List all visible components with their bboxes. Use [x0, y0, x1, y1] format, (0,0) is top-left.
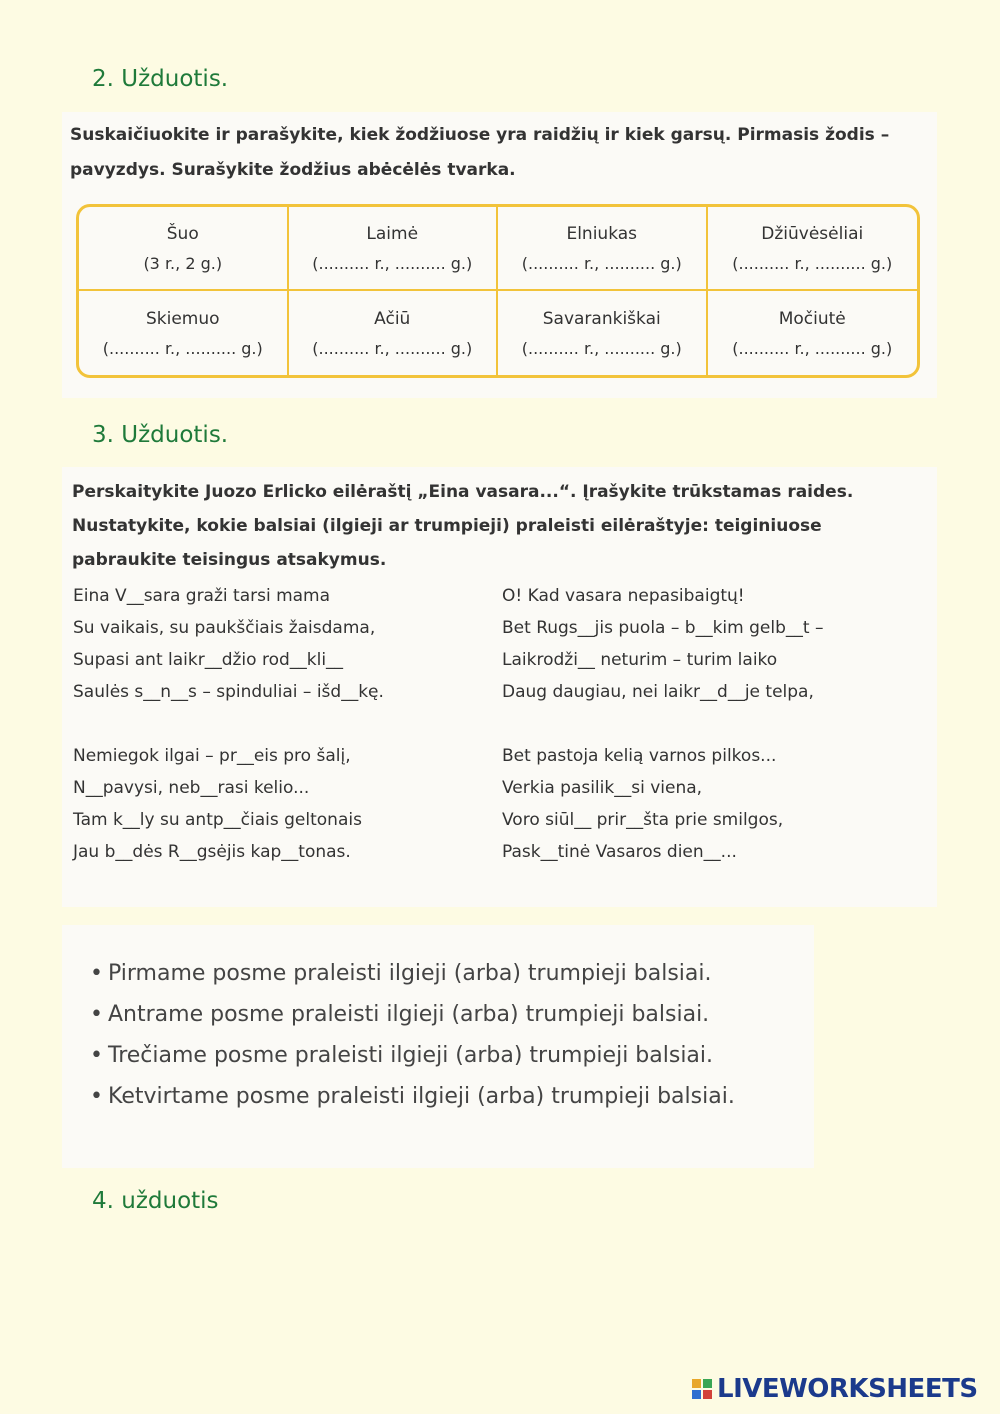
count-field[interactable]: (.......... r., .......... g.) — [732, 253, 893, 273]
bullet: • — [90, 1084, 103, 1109]
poem-line: Bet pastoja kelią varnos pilkos... — [502, 746, 777, 766]
poem-line[interactable]: Saulės s__n__s – spinduliai – išd__kę. — [73, 682, 384, 702]
word-label: Elniukas — [566, 223, 638, 244]
poem-line[interactable]: Supasi ant laikr__džio rod__kli__ — [73, 650, 344, 670]
word-cell — [79, 207, 289, 291]
poem-left-column — [73, 580, 493, 868]
stanza-gap — [73, 708, 493, 740]
poem-line[interactable]: Voro siūl__ prir__šta prie smilgos, — [502, 810, 784, 830]
statement-item[interactable] — [90, 953, 735, 994]
statement-text[interactable]: Trečiame posme praleisti ilgieji (arba) trumpieji balsiai. — [108, 1043, 714, 1068]
task2-heading: 2. Užduotis. — [92, 66, 229, 92]
count-field[interactable]: (.......... r., .......... g.) — [312, 338, 473, 358]
statement-item[interactable] — [90, 994, 735, 1035]
statements-card — [62, 925, 814, 1168]
word-cell[interactable] — [708, 291, 918, 375]
bullet: • — [90, 1043, 103, 1068]
statement-item[interactable] — [90, 1035, 735, 1076]
poem-line[interactable]: Laikrodži__ neturim – turim laiko — [502, 650, 778, 670]
count-field[interactable]: (.......... r., .......... g.) — [521, 338, 682, 358]
stanza-gap — [502, 708, 922, 740]
bullet: • — [90, 961, 103, 986]
bullet: • — [90, 1002, 103, 1027]
word-cell[interactable] — [708, 207, 918, 291]
statement-item[interactable] — [90, 1076, 735, 1117]
count-field[interactable]: (.......... r., .......... g.) — [312, 253, 473, 273]
poem-line[interactable]: Verkia pasilik__si viena, — [502, 778, 703, 798]
poem-right-column — [502, 580, 922, 868]
task2-instruction: Suskaičiuokite ir parašykite, kiek žodžiuose yra raidžių ir kiek garsų. Pirmasis žodis – pavyzdys. Surašykite žodžius abėcėlės tvarka. — [70, 125, 890, 180]
word-cell[interactable] — [289, 291, 499, 375]
word-cell[interactable] — [498, 207, 708, 291]
word-label: Džiūvėsėliai — [761, 223, 864, 244]
task3-card — [62, 467, 937, 907]
task3-instruction: Perskaitykite Juozo Erlicko eilėraštį „Eina vasara...“. Įrašykite trūkstamas raides. Nustatykite, kokie balsiai (ilgieji ar trumpieji) praleisti eilėraštyje: teiginiuose pabraukite teisingus atsakymus. — [72, 482, 854, 570]
poem-line[interactable]: Bet Rugs__jis puola – b__kim gelb__t – — [502, 618, 824, 638]
word-label: Skiemuo — [145, 308, 220, 329]
logo-icon — [692, 1379, 712, 1399]
count-field: (3 r., 2 g.) — [143, 253, 223, 273]
liveworksheets-logo — [692, 1374, 978, 1404]
logo-text: LIVEWORKSHEETS — [717, 1374, 978, 1404]
word-label: Šuo — [166, 223, 199, 244]
statement-list — [90, 953, 735, 1117]
word-label: Ačiū — [374, 308, 411, 329]
word-table — [76, 204, 920, 378]
task4-heading: 4. užduotis — [92, 1188, 219, 1214]
count-field[interactable]: (.......... r., .......... g.) — [732, 338, 893, 358]
word-cell[interactable] — [79, 291, 289, 375]
poem-line[interactable]: Eina V__sara graži tarsi mama — [73, 586, 331, 606]
word-cell[interactable] — [498, 291, 708, 375]
statement-text[interactable]: Pirmame posme praleisti ilgieji (arba) trumpieji balsiai. — [108, 961, 712, 986]
poem-line: O! Kad vasara nepasibaigtų! — [502, 586, 745, 606]
count-field[interactable]: (.......... r., .......... g.) — [521, 253, 682, 273]
statement-text[interactable]: Ketvirtame posme praleisti ilgieji (arba) trumpieji balsiai. — [108, 1084, 735, 1109]
poem-line[interactable]: Nemiegok ilgai – pr__eis pro šalį, — [73, 746, 351, 766]
word-label: Laimė — [366, 223, 419, 244]
poem-line[interactable]: N__pavysi, neb__rasi kelio... — [73, 778, 310, 798]
poem-line[interactable]: Pask__tinė Vasaros dien__... — [502, 842, 737, 862]
statement-text[interactable]: Antrame posme praleisti ilgieji (arba) trumpieji balsiai. — [108, 1002, 710, 1027]
word-label: Savarankiškai — [542, 308, 661, 329]
poem-line[interactable]: Tam k__ly su antp__čiais geltonais — [73, 810, 362, 830]
count-field[interactable]: (.......... r., .......... g.) — [102, 338, 263, 358]
poem-line: Su vaikais, su paukščiais žaisdama, — [73, 618, 376, 638]
word-label: Močiutė — [778, 308, 846, 329]
poem-line[interactable]: Jau b__dės R__gsėjis kap__tonas. — [73, 842, 351, 862]
word-cell[interactable] — [289, 207, 499, 291]
task2-card — [62, 112, 937, 398]
task3-heading: 3. Užduotis. — [92, 422, 229, 448]
poem-line[interactable]: Daug daugiau, nei laikr__d__je telpa, — [502, 682, 814, 702]
